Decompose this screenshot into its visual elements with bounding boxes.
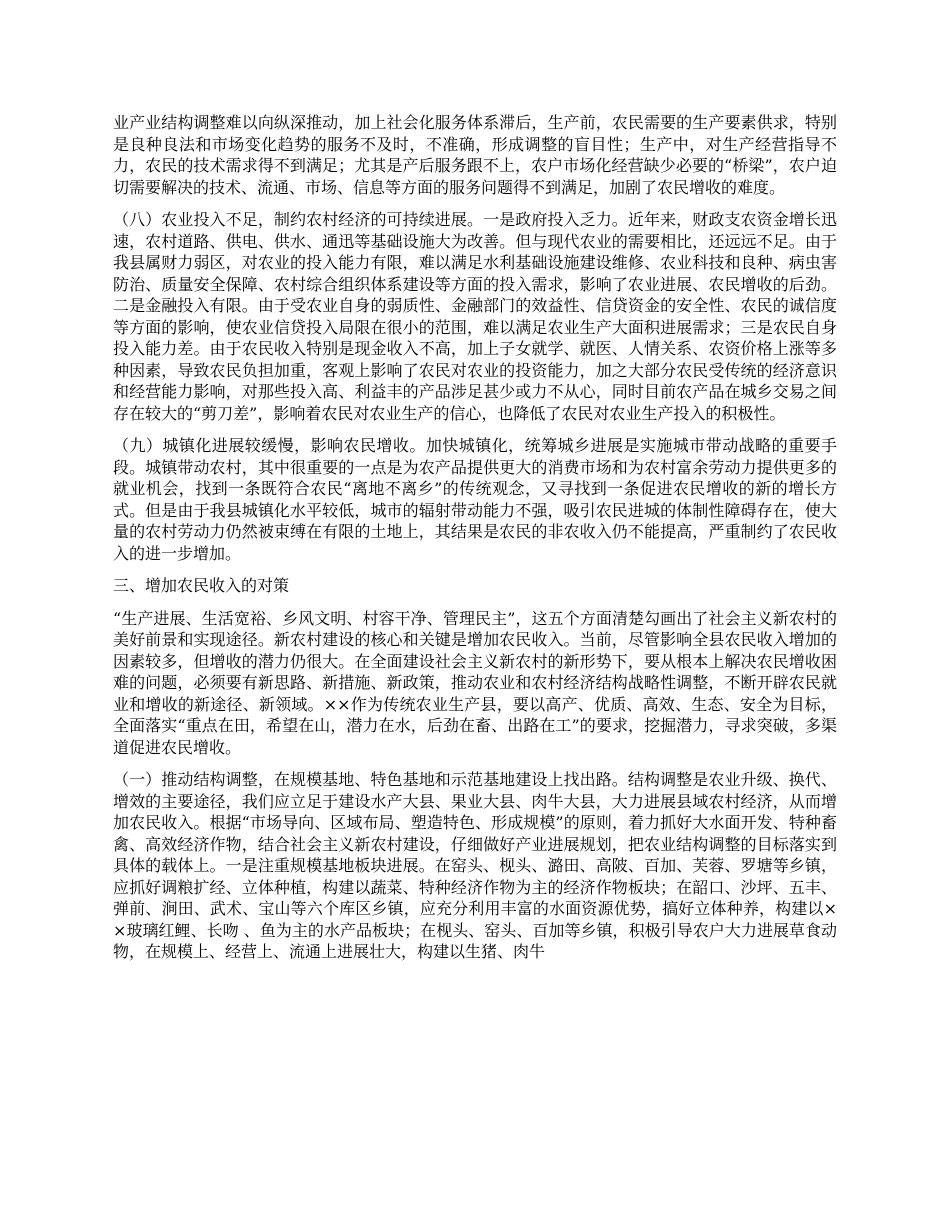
paragraph-1: 业产业结构调整难以向纵深推动，加上社会化服务体系滞后，生产前，农民需要的生产要素供求，特别是良种良法和市场变化趋势的服务不及时，不准确，形成调整的盲目性；生产中，对生产经营指导不力，农民的技术需求得不到满足；尤其是产后服务跟不上，农户市场化经营缺少必要的“桥梁”，农户迫切需要解决的技术、流通、市场、信息等方面的服务问题得不到满足，加剧了农民增收的难度。 bbox=[113, 113, 837, 197]
paragraph-3: （九）城镇化进展较缓慢，影响农民增收。加快城镇化，统筹城乡进展是实施城市带动战略的重要手段。城镇带动农村，其中很重要的一点是为农产品提供更大的消费市场和为农村富余劳动力提供更多的就业机会，找到一条既符合农民“离地不离乡”的传统观念，又寻找到一条促进农民增收的新的增长方式。但是由于我县城镇化水平较低，城市的辐射带动能力不强，吸引农民进城的体制性障碍存在，使大量的农村劳动力仍然被束缚在有限的土地上，其结果是农民的非农收入仍不能提高，严重制约了农民收入的进一步增加。 bbox=[113, 436, 837, 563]
paragraph-5: （一）推动结构调整，在规模基地、特色基地和示范基地建设上找出路。结构调整是农业升级、换代、增效的主要途径，我们应立足于建设水产大县、果业大县、肉牛大县，大力进展县域农村经济，从而增加农民收入。根据“市场导向、区域布局、塑造特色、形成规模”的原则，着力抓好大水面开发、特种畜禽、高效经济作物，结合社会主义新农村建设，仔细做好产业进展规划，把农业结构调整的目标落实到具体的载体上。一是注重规模基地板块进展。在窑头、枧头、潞田、高陂、百加、芙蓉、罗塘等乡镇，应抓好调粮扩经、立体种植，构建以蔬菜、特种经济作物为主的经济作物板块；在韶口、沙坪、五丰、弹前、涧田、武术、宝山等六个库区乡镇，应充分利用丰富的水面资源优势，搞好立体种养，构建以××玻璃红鲤、长吻 、鱼为主的水产品板块；在枧头、窑头、百加等乡镇，积极引导农户大力进展草食动物，在规模上、经营上、流通上进展壮大，构建以生猪、肉牛 bbox=[113, 770, 837, 961]
document-page bbox=[113, 112, 837, 974]
paragraph-4: “生产进展、生活宽裕、乡风文明、村容干净、管理民主”，这五个方面清楚勾画出了社会主义新农村的美好前景和实现途径。新农村建设的核心和关键是增加农民收入。当前，尽管影响全县农民收入增加的因素较多，但增收的潜力仍很大。在全面建设社会主义新农村的新形势下，要从根本上解决农民增收困难的问题，必须要有新思路、新措施、新政策，推动农业和农村经济结构战略性调整，不断开辟农民就业和增收的新途径、新领域。××作为传统农业生产县，要以高产、优质、高效、生态、安全为目标，全面落实“重点在田，希望在山，潜力在水，后劲在畜、出路在工”的要求，挖掘潜力，寻求突破，多渠道促进农民增收。 bbox=[113, 608, 837, 757]
paragraph-2: （八）农业投入不足，制约农村经济的可持续进展。一是政府投入乏力。近年来，财政支农资金增长迅速，农村道路、供电、供水、通迅等基础设施大为改善。但与现代农业的需要相比，还远远不足。由于我县属财力弱区，对农业的投入能力有限，难以满足水利基础设施建设维修、农业科技和良种、病虫害防治、质量安全保障、农村综合组织体系建设等方面的投入需求，影响了农业进展、农民增收的后劲。二是金融投入有限。由于受农业自身的弱质性、金融部门的效益性、信贷资金的安全性、农民的诚信度等方面的影响，使农业信贷投入局限在很小的范围，难以满足农业生产大面积进展需求；三是农民自身投入能力差。由于农民收入特别是现金收入不高，加上子女就学、就医、人情关系、农资价格上涨等多种因素，导致农民负担加重，客观上影响了农民对农业的投资能力，加之大部分农民受传统的经济意识和经营能力影响，对那些投入高、利益丰的产品涉足甚少或力不从心，同时目前农产品在城乡交易之间存在较大的“剪刀差”，影响着农民对农业生产的信心，也降低了农民对农业生产投入的积极性。 bbox=[113, 210, 837, 423]
section-heading: 三、增加农民收入的对策 bbox=[113, 576, 290, 595]
